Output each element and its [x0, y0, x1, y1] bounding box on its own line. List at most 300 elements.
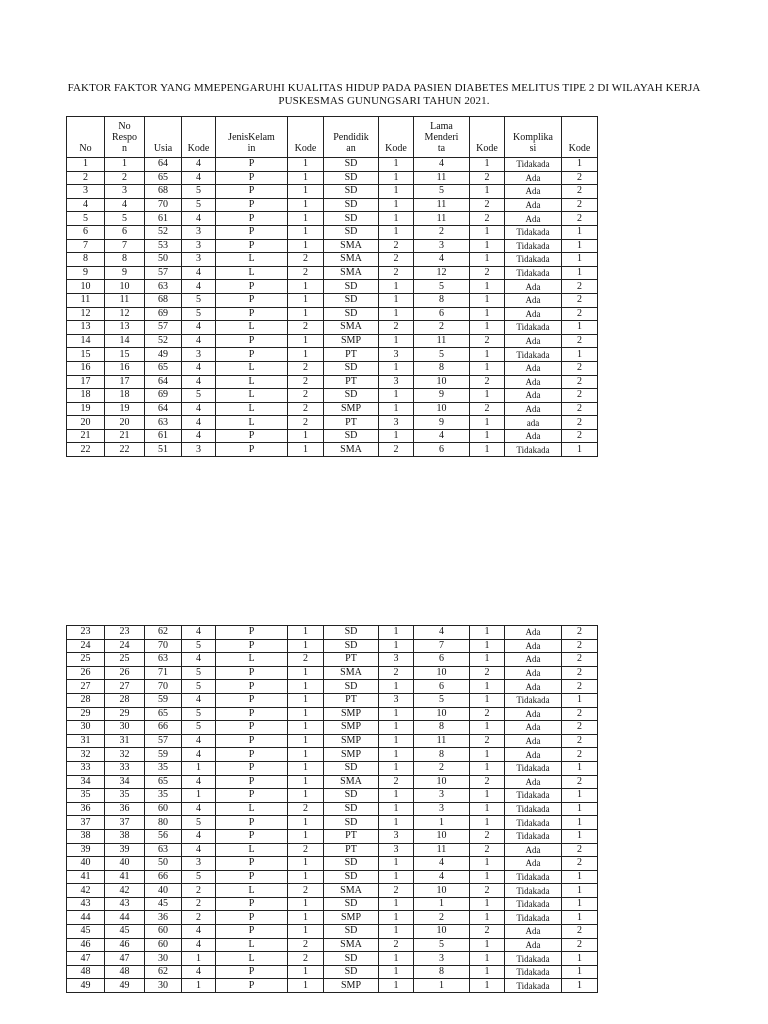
cell-kode-jenis-kelamin: 1: [288, 626, 324, 640]
cell-jenis-kelamin: P: [216, 429, 288, 443]
cell-jenis-kelamin: P: [216, 857, 288, 871]
cell-kode-usia: 4: [182, 802, 216, 816]
cell-pendidikan: PT: [324, 829, 379, 843]
cell-komplikasi: Ada: [505, 212, 562, 226]
cell-kode-usia: 4: [182, 361, 216, 375]
cell-kode-lama-menderita: 1: [470, 416, 505, 430]
cell-jenis-kelamin: L: [216, 402, 288, 416]
cell-kode-usia: 1: [182, 952, 216, 966]
table-row: [67, 198, 598, 212]
cell-komplikasi: Tidakada: [505, 266, 562, 280]
cell-kode-pendidikan: 1: [379, 639, 414, 653]
cell-jenis-kelamin: P: [216, 693, 288, 707]
cell-kode-pendidikan: 1: [379, 857, 414, 871]
cell-kode-usia: 4: [182, 321, 216, 335]
cell-jenis-kelamin: P: [216, 639, 288, 653]
cell-no: 6: [67, 225, 105, 239]
table-row: [67, 965, 598, 979]
cell-kode-komplikasi: 1: [562, 443, 598, 457]
cell-no-respon: 22: [105, 443, 145, 457]
header-kode-usia: Kode: [182, 117, 216, 158]
cell-usia: 63: [145, 843, 182, 857]
cell-kode-lama-menderita: 1: [470, 680, 505, 694]
cell-no-respon: 27: [105, 680, 145, 694]
cell-kode-komplikasi: 2: [562, 734, 598, 748]
cell-jenis-kelamin: L: [216, 884, 288, 898]
cell-no-respon: 24: [105, 639, 145, 653]
cell-lama-menderita: 1: [414, 816, 470, 830]
cell-pendidikan: SD: [324, 680, 379, 694]
cell-kode-lama-menderita: 1: [470, 348, 505, 362]
cell-kode-lama-menderita: 2: [470, 775, 505, 789]
cell-kode-pendidikan: 2: [379, 884, 414, 898]
cell-kode-usia: 5: [182, 680, 216, 694]
cell-kode-lama-menderita: 2: [470, 375, 505, 389]
cell-kode-komplikasi: 1: [562, 965, 598, 979]
cell-no-respon: 38: [105, 829, 145, 843]
cell-jenis-kelamin: L: [216, 375, 288, 389]
cell-komplikasi: Ada: [505, 734, 562, 748]
table-row: [67, 253, 598, 267]
cell-no-respon: 47: [105, 952, 145, 966]
cell-no-respon: 29: [105, 707, 145, 721]
cell-usia: 53: [145, 239, 182, 253]
cell-pendidikan: SD: [324, 897, 379, 911]
cell-lama-menderita: 9: [414, 389, 470, 403]
cell-no: 37: [67, 816, 105, 830]
cell-kode-lama-menderita: 2: [470, 707, 505, 721]
cell-kode-komplikasi: 2: [562, 748, 598, 762]
cell-kode-usia: 3: [182, 348, 216, 362]
cell-kode-pendidikan: 1: [379, 171, 414, 185]
cell-kode-jenis-kelamin: 2: [288, 253, 324, 267]
table-row: [67, 443, 598, 457]
cell-kode-jenis-kelamin: 1: [288, 225, 324, 239]
cell-kode-usia: 4: [182, 375, 216, 389]
cell-lama-menderita: 2: [414, 761, 470, 775]
cell-lama-menderita: 8: [414, 748, 470, 762]
cell-jenis-kelamin: P: [216, 198, 288, 212]
cell-kode-pendidikan: 1: [379, 721, 414, 735]
cell-lama-menderita: 6: [414, 680, 470, 694]
cell-lama-menderita: 12: [414, 266, 470, 280]
cell-kode-jenis-kelamin: 1: [288, 293, 324, 307]
cell-kode-lama-menderita: 1: [470, 653, 505, 667]
cell-no: 29: [67, 707, 105, 721]
cell-kode-usia: 5: [182, 870, 216, 884]
cell-pendidikan: SMP: [324, 979, 379, 993]
cell-pendidikan: SMP: [324, 911, 379, 925]
cell-no-respon: 35: [105, 789, 145, 803]
cell-jenis-kelamin: L: [216, 416, 288, 430]
cell-lama-menderita: 5: [414, 185, 470, 199]
cell-lama-menderita: 11: [414, 334, 470, 348]
table-row: [67, 721, 598, 735]
cell-pendidikan: SD: [324, 293, 379, 307]
cell-kode-jenis-kelamin: 1: [288, 734, 324, 748]
table-row: [67, 293, 598, 307]
cell-kode-usia: 4: [182, 653, 216, 667]
cell-no-respon: 40: [105, 857, 145, 871]
cell-kode-lama-menderita: 1: [470, 185, 505, 199]
cell-kode-komplikasi: 2: [562, 389, 598, 403]
cell-kode-jenis-kelamin: 2: [288, 266, 324, 280]
cell-kode-jenis-kelamin: 1: [288, 965, 324, 979]
cell-kode-jenis-kelamin: 1: [288, 185, 324, 199]
cell-lama-menderita: 5: [414, 348, 470, 362]
cell-kode-jenis-kelamin: 1: [288, 212, 324, 226]
cell-kode-komplikasi: 2: [562, 680, 598, 694]
cell-usia: 35: [145, 789, 182, 803]
cell-usia: 62: [145, 626, 182, 640]
cell-komplikasi: Ada: [505, 402, 562, 416]
cell-pendidikan: SMP: [324, 707, 379, 721]
cell-kode-lama-menderita: 1: [470, 789, 505, 803]
table-row: [67, 212, 598, 226]
cell-komplikasi: Tidakada: [505, 789, 562, 803]
cell-jenis-kelamin: P: [216, 734, 288, 748]
cell-pendidikan: SD: [324, 952, 379, 966]
cell-kode-jenis-kelamin: 1: [288, 239, 324, 253]
cell-lama-menderita: 7: [414, 639, 470, 653]
table-row: [67, 925, 598, 939]
table-row: [67, 843, 598, 857]
cell-usia: 56: [145, 829, 182, 843]
cell-pendidikan: SMP: [324, 748, 379, 762]
cell-kode-usia: 5: [182, 389, 216, 403]
cell-kode-lama-menderita: 1: [470, 293, 505, 307]
cell-kode-lama-menderita: 1: [470, 952, 505, 966]
cell-lama-menderita: 4: [414, 158, 470, 172]
cell-jenis-kelamin: P: [216, 666, 288, 680]
cell-kode-komplikasi: 2: [562, 416, 598, 430]
cell-no: 19: [67, 402, 105, 416]
cell-kode-pendidikan: 1: [379, 952, 414, 966]
cell-kode-komplikasi: 2: [562, 280, 598, 294]
table-row: [67, 734, 598, 748]
cell-kode-jenis-kelamin: 1: [288, 897, 324, 911]
cell-kode-jenis-kelamin: 1: [288, 775, 324, 789]
cell-kode-jenis-kelamin: 1: [288, 443, 324, 457]
cell-kode-pendidikan: 1: [379, 925, 414, 939]
table-row: [67, 639, 598, 653]
cell-no: 9: [67, 266, 105, 280]
cell-kode-lama-menderita: 1: [470, 897, 505, 911]
cell-kode-komplikasi: 1: [562, 802, 598, 816]
cell-no-respon: 17: [105, 375, 145, 389]
cell-kode-komplikasi: 2: [562, 938, 598, 952]
cell-lama-menderita: 11: [414, 198, 470, 212]
cell-kode-pendidikan: 1: [379, 212, 414, 226]
cell-kode-pendidikan: 1: [379, 897, 414, 911]
cell-pendidikan: SD: [324, 158, 379, 172]
cell-no: 16: [67, 361, 105, 375]
cell-kode-komplikasi: 2: [562, 775, 598, 789]
cell-usia: 57: [145, 266, 182, 280]
cell-no-respon: 21: [105, 429, 145, 443]
cell-kode-usia: 4: [182, 965, 216, 979]
cell-lama-menderita: 10: [414, 775, 470, 789]
cell-pendidikan: SD: [324, 361, 379, 375]
table-row: [67, 321, 598, 335]
cell-jenis-kelamin: L: [216, 952, 288, 966]
cell-no-respon: 23: [105, 626, 145, 640]
cell-no-respon: 44: [105, 911, 145, 925]
cell-lama-menderita: 2: [414, 225, 470, 239]
header-kode-lama-menderita: Kode: [470, 117, 505, 158]
cell-usia: 30: [145, 979, 182, 993]
cell-no-respon: 28: [105, 693, 145, 707]
cell-kode-jenis-kelamin: 2: [288, 802, 324, 816]
cell-komplikasi: Tidakada: [505, 253, 562, 267]
cell-no-respon: 48: [105, 965, 145, 979]
cell-no: 14: [67, 334, 105, 348]
table-row: [67, 185, 598, 199]
cell-no: 18: [67, 389, 105, 403]
cell-pendidikan: SD: [324, 639, 379, 653]
cell-kode-jenis-kelamin: 1: [288, 280, 324, 294]
cell-pendidikan: SD: [324, 816, 379, 830]
cell-kode-komplikasi: 1: [562, 816, 598, 830]
header-jenis-kelamin: JenisKelam in: [216, 117, 288, 158]
table-row: [67, 626, 598, 640]
cell-komplikasi: Tidakada: [505, 870, 562, 884]
cell-jenis-kelamin: P: [216, 979, 288, 993]
cell-komplikasi: Tidakada: [505, 443, 562, 457]
cell-kode-usia: 4: [182, 748, 216, 762]
cell-pendidikan: PT: [324, 843, 379, 857]
cell-komplikasi: Tidakada: [505, 239, 562, 253]
cell-komplikasi: Tidakada: [505, 321, 562, 335]
cell-no-respon: 8: [105, 253, 145, 267]
cell-kode-usia: 4: [182, 280, 216, 294]
cell-jenis-kelamin: L: [216, 253, 288, 267]
cell-no-respon: 39: [105, 843, 145, 857]
cell-lama-menderita: 10: [414, 884, 470, 898]
cell-usia: 57: [145, 734, 182, 748]
cell-usia: 68: [145, 293, 182, 307]
cell-pendidikan: SMP: [324, 334, 379, 348]
cell-jenis-kelamin: P: [216, 789, 288, 803]
cell-kode-lama-menderita: 2: [470, 402, 505, 416]
cell-lama-menderita: 4: [414, 870, 470, 884]
cell-jenis-kelamin: L: [216, 802, 288, 816]
cell-kode-pendidikan: 1: [379, 979, 414, 993]
cell-no-respon: 26: [105, 666, 145, 680]
cell-kode-jenis-kelamin: 1: [288, 748, 324, 762]
cell-komplikasi: Tidakada: [505, 225, 562, 239]
cell-komplikasi: Tidakada: [505, 911, 562, 925]
cell-komplikasi: Tidakada: [505, 761, 562, 775]
cell-lama-menderita: 11: [414, 212, 470, 226]
cell-pendidikan: PT: [324, 693, 379, 707]
cell-pendidikan: SMA: [324, 938, 379, 952]
cell-no-respon: 37: [105, 816, 145, 830]
cell-kode-jenis-kelamin: 1: [288, 348, 324, 362]
cell-kode-komplikasi: 1: [562, 266, 598, 280]
cell-kode-jenis-kelamin: 2: [288, 952, 324, 966]
cell-no-respon: 34: [105, 775, 145, 789]
cell-lama-menderita: 3: [414, 952, 470, 966]
cell-no: 39: [67, 843, 105, 857]
cell-lama-menderita: 4: [414, 253, 470, 267]
cell-usia: 35: [145, 761, 182, 775]
cell-no: 44: [67, 911, 105, 925]
cell-kode-pendidikan: 2: [379, 253, 414, 267]
cell-kode-lama-menderita: 1: [470, 693, 505, 707]
cell-lama-menderita: 10: [414, 375, 470, 389]
cell-kode-komplikasi: 2: [562, 402, 598, 416]
cell-kode-jenis-kelamin: 2: [288, 653, 324, 667]
cell-kode-lama-menderita: 1: [470, 857, 505, 871]
cell-no-respon: 19: [105, 402, 145, 416]
cell-kode-pendidikan: 2: [379, 443, 414, 457]
cell-no: 46: [67, 938, 105, 952]
cell-no: 41: [67, 870, 105, 884]
cell-lama-menderita: 1: [414, 897, 470, 911]
cell-jenis-kelamin: P: [216, 911, 288, 925]
cell-kode-usia: 2: [182, 911, 216, 925]
header-kode-pendidikan: Kode: [379, 117, 414, 158]
cell-lama-menderita: 4: [414, 857, 470, 871]
cell-lama-menderita: 5: [414, 938, 470, 952]
cell-kode-komplikasi: 2: [562, 171, 598, 185]
cell-usia: 69: [145, 307, 182, 321]
cell-usia: 45: [145, 897, 182, 911]
cell-jenis-kelamin: P: [216, 897, 288, 911]
cell-kode-komplikasi: 2: [562, 666, 598, 680]
cell-jenis-kelamin: L: [216, 843, 288, 857]
cell-jenis-kelamin: P: [216, 626, 288, 640]
cell-no: 4: [67, 198, 105, 212]
cell-kode-komplikasi: 2: [562, 375, 598, 389]
cell-kode-pendidikan: 1: [379, 334, 414, 348]
cell-jenis-kelamin: L: [216, 653, 288, 667]
table-row: [67, 225, 598, 239]
cell-kode-komplikasi: 1: [562, 789, 598, 803]
cell-usia: 65: [145, 707, 182, 721]
cell-no: 21: [67, 429, 105, 443]
table-row: [67, 897, 598, 911]
cell-usia: 71: [145, 666, 182, 680]
cell-kode-jenis-kelamin: 1: [288, 829, 324, 843]
cell-kode-komplikasi: 1: [562, 897, 598, 911]
table-row: [67, 348, 598, 362]
cell-pendidikan: SD: [324, 789, 379, 803]
cell-kode-usia: 5: [182, 721, 216, 735]
cell-kode-komplikasi: 2: [562, 198, 598, 212]
cell-kode-lama-menderita: 1: [470, 802, 505, 816]
cell-kode-jenis-kelamin: 1: [288, 816, 324, 830]
cell-no: 45: [67, 925, 105, 939]
cell-usia: 62: [145, 965, 182, 979]
cell-kode-jenis-kelamin: 1: [288, 789, 324, 803]
cell-pendidikan: SD: [324, 761, 379, 775]
cell-lama-menderita: 11: [414, 843, 470, 857]
cell-kode-lama-menderita: 2: [470, 198, 505, 212]
cell-kode-lama-menderita: 1: [470, 389, 505, 403]
cell-lama-menderita: 10: [414, 402, 470, 416]
cell-kode-pendidikan: 1: [379, 158, 414, 172]
cell-lama-menderita: 2: [414, 911, 470, 925]
cell-komplikasi: Ada: [505, 938, 562, 952]
cell-pendidikan: SD: [324, 185, 379, 199]
cell-kode-jenis-kelamin: 1: [288, 707, 324, 721]
cell-komplikasi: Ada: [505, 334, 562, 348]
cell-kode-lama-menderita: 2: [470, 925, 505, 939]
cell-kode-pendidikan: 3: [379, 375, 414, 389]
cell-kode-lama-menderita: 1: [470, 721, 505, 735]
cell-kode-komplikasi: 2: [562, 639, 598, 653]
cell-kode-pendidikan: 1: [379, 707, 414, 721]
cell-kode-lama-menderita: 1: [470, 748, 505, 762]
cell-pendidikan: SMA: [324, 321, 379, 335]
document-title: [40, 82, 728, 108]
cell-komplikasi: Ada: [505, 925, 562, 939]
cell-lama-menderita: 4: [414, 626, 470, 640]
cell-kode-jenis-kelamin: 2: [288, 375, 324, 389]
cell-usia: 36: [145, 911, 182, 925]
cell-komplikasi: Tidakada: [505, 158, 562, 172]
cell-pendidikan: PT: [324, 416, 379, 430]
cell-komplikasi: Ada: [505, 707, 562, 721]
cell-kode-usia: 4: [182, 416, 216, 430]
cell-kode-komplikasi: 1: [562, 952, 598, 966]
cell-komplikasi: Ada: [505, 307, 562, 321]
cell-kode-usia: 2: [182, 897, 216, 911]
cell-jenis-kelamin: P: [216, 829, 288, 843]
data-table-part-2: [66, 625, 598, 993]
cell-lama-menderita: 8: [414, 721, 470, 735]
cell-kode-pendidikan: 3: [379, 653, 414, 667]
cell-pendidikan: SD: [324, 870, 379, 884]
cell-kode-komplikasi: 2: [562, 307, 598, 321]
cell-lama-menderita: 9: [414, 416, 470, 430]
cell-kode-usia: 4: [182, 775, 216, 789]
cell-no: 5: [67, 212, 105, 226]
cell-kode-lama-menderita: 1: [470, 816, 505, 830]
table-row: [67, 416, 598, 430]
cell-kode-lama-menderita: 2: [470, 666, 505, 680]
cell-no-respon: 31: [105, 734, 145, 748]
cell-usia: 64: [145, 158, 182, 172]
cell-no-respon: 42: [105, 884, 145, 898]
cell-kode-usia: 5: [182, 307, 216, 321]
cell-kode-usia: 5: [182, 666, 216, 680]
cell-kode-pendidikan: 2: [379, 775, 414, 789]
header-kode-jenis-kelamin: Kode: [288, 117, 324, 158]
cell-no: 11: [67, 293, 105, 307]
cell-kode-pendidikan: 1: [379, 748, 414, 762]
cell-usia: 57: [145, 321, 182, 335]
cell-kode-usia: 3: [182, 857, 216, 871]
cell-kode-pendidikan: 1: [379, 280, 414, 294]
cell-pendidikan: SMA: [324, 666, 379, 680]
cell-usia: 63: [145, 653, 182, 667]
cell-no: 26: [67, 666, 105, 680]
cell-kode-komplikasi: 1: [562, 239, 598, 253]
cell-lama-menderita: 6: [414, 307, 470, 321]
cell-usia: 61: [145, 212, 182, 226]
cell-kode-usia: 4: [182, 334, 216, 348]
cell-jenis-kelamin: P: [216, 761, 288, 775]
cell-no-respon: 36: [105, 802, 145, 816]
cell-kode-usia: 4: [182, 266, 216, 280]
cell-no-respon: 5: [105, 212, 145, 226]
cell-kode-lama-menderita: 1: [470, 429, 505, 443]
cell-no-respon: 9: [105, 266, 145, 280]
cell-pendidikan: SD: [324, 429, 379, 443]
